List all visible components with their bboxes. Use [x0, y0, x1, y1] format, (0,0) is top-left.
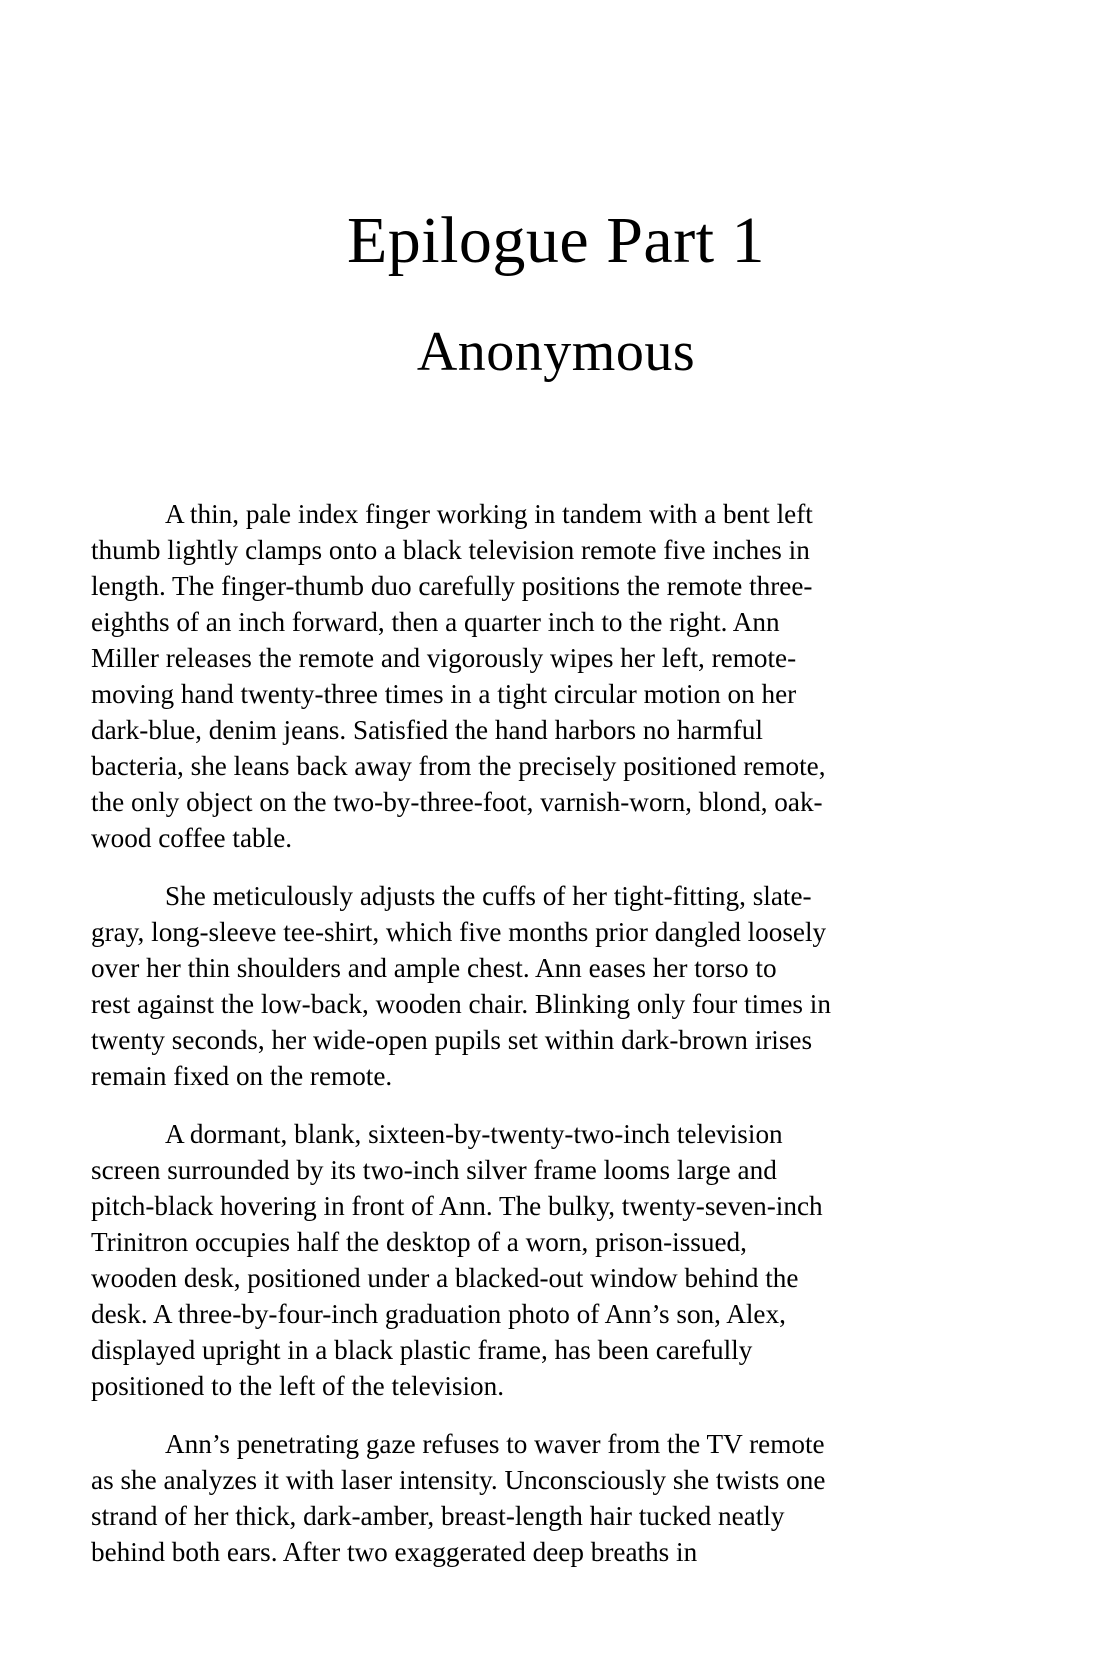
text-line: A dormant, blank, sixteen-by-twenty-two-inch television: [165, 1119, 783, 1149]
chapter-body: [91, 496, 1031, 1592]
chapter-author: Anonymous: [416, 321, 696, 383]
paragraph-2: [91, 878, 1031, 1094]
paragraph-4: [91, 1426, 1031, 1570]
text-line: thumb lightly clamps onto a black television remote five inches in: [91, 535, 810, 565]
text-line: A thin, pale index finger working in tandem with a bent left: [165, 499, 813, 529]
text-line: strand of her thick, dark-amber, breast-length hair tucked neatly: [91, 1501, 785, 1531]
paragraph-3: [91, 1116, 1031, 1404]
text-line: pitch-black hovering in front of Ann. The bulky, twenty-seven-inch: [91, 1191, 823, 1221]
text-line: dark-blue, denim jeans. Satisfied the hand harbors no harmful: [91, 715, 763, 745]
text-line: positioned to the left of the television.: [91, 1371, 505, 1401]
chapter-header: [0, 204, 1112, 383]
text-line: bacteria, she leans back away from the precisely positioned remote,: [91, 751, 826, 781]
text-line: gray, long-sleeve tee-shirt, which five months prior dangled loosely: [91, 917, 827, 947]
text-line: Trinitron occupies half the desktop of a worn, prison-issued,: [91, 1227, 747, 1257]
text-line: wooden desk, positioned under a blacked-out window behind the: [91, 1263, 799, 1293]
text-line: twenty seconds, her wide-open pupils set within dark-brown irises: [91, 1025, 813, 1055]
text-line: desk. A three-by-four-inch graduation photo of Ann’s son, Alex,: [91, 1299, 786, 1329]
text-line: over her thin shoulders and ample chest. Ann eases her torso to: [91, 953, 777, 983]
text-line: moving hand twenty-three times in a tight circular motion on her: [91, 679, 797, 709]
text-line: length. The finger-thumb duo carefully positions the remote three-: [91, 571, 813, 601]
text-line: rest against the low-back, wooden chair. Blinking only four times in: [91, 989, 831, 1019]
text-line: remain fixed on the remote.: [91, 1061, 393, 1091]
text-line: Miller releases the remote and vigorously wipes her left, remote-: [91, 643, 797, 673]
text-line: She meticulously adjusts the cuffs of her tight-fitting, slate-: [165, 881, 812, 911]
text-line: screen surrounded by its two-inch silver frame looms large and: [91, 1155, 777, 1185]
text-line: Ann’s penetrating gaze refuses to waver from the TV remote: [165, 1429, 825, 1459]
text-line: behind both ears. After two exaggerated deep breaths in: [91, 1537, 698, 1567]
text-line: wood coffee table.: [91, 823, 293, 853]
chapter-title: Epilogue Part 1: [346, 204, 766, 277]
text-line: the only object on the two-by-three-foot, varnish-worn, blond, oak-: [91, 787, 823, 817]
text-line: displayed upright in a black plastic frame, has been carefully: [91, 1335, 753, 1365]
text-line: eighths of an inch forward, then a quarter inch to the right. Ann: [91, 607, 780, 637]
text-line: as she analyzes it with laser intensity. Unconsciously she twists one: [91, 1465, 826, 1495]
paragraph-1: [91, 496, 1031, 856]
